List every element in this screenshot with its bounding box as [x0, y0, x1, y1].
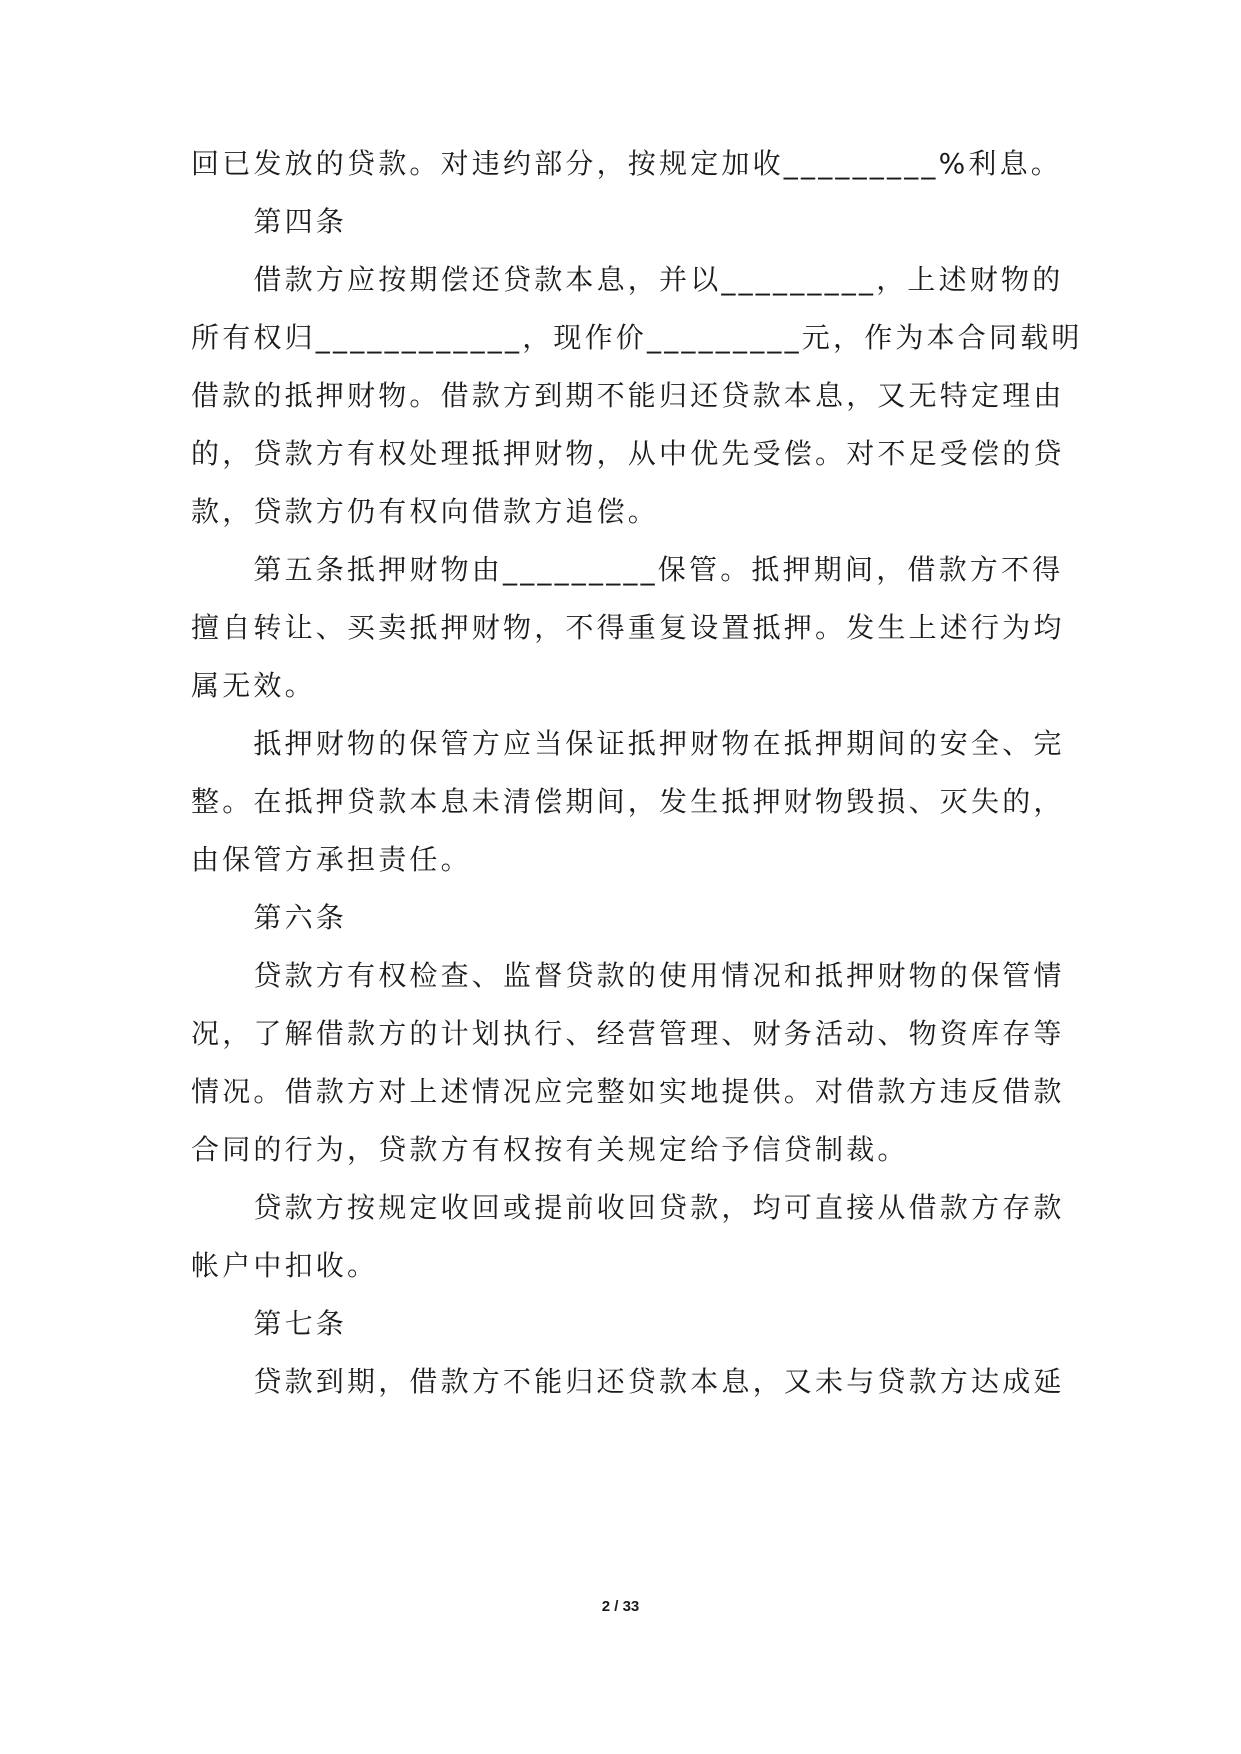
text-line: 的，贷款方有权处理抵押财物，从中优先受偿。对不足受偿的贷 — [191, 437, 1065, 470]
text-line: 合同的行为，贷款方有权按有关规定给予信贷制裁。 — [191, 1133, 909, 1166]
text-line: 贷款到期，借款方不能归还贷款本息，又未与贷款方达成延 — [191, 1365, 1065, 1398]
text-line: 回已发放的贷款。对违约部分，按规定加收_________%利息。 — [191, 147, 1063, 180]
text-line: 属无效。 — [191, 669, 316, 702]
text-line: 贷款方有权检查、监督贷款的使用情况和抵押财物的保管情 — [191, 959, 1065, 992]
text-line: 况，了解借款方的计划执行、经营管理、财务活动、物资库存等 — [191, 1017, 1065, 1050]
section-heading: 第四条 — [191, 205, 348, 238]
text-line: 贷款方按规定收回或提前收回贷款，均可直接从借款方存款 — [191, 1191, 1065, 1224]
text-line: 由保管方承担责任。 — [191, 843, 472, 876]
section-heading: 第七条 — [191, 1307, 348, 1340]
text-line: 借款的抵押财物。借款方到期不能归还贷款本息，又无特定理由 — [191, 379, 1065, 412]
text-line: 帐户中扣收。 — [191, 1249, 379, 1282]
text-line: 擅自转让、买卖抵押财物，不得重复设置抵押。发生上述行为均 — [191, 611, 1065, 644]
text-line: 所有权归____________，现作价_________元，作为本合同载明 — [191, 321, 1083, 354]
text-line: 情况。借款方对上述情况应完整如实地提供。对借款方违反借款 — [191, 1075, 1065, 1108]
text-line: 借款方应按期偿还贷款本息，并以_________，上述财物的 — [191, 263, 1064, 296]
text-line: 款，贷款方仍有权向借款方追偿。 — [191, 495, 660, 528]
section-heading: 第六条 — [191, 901, 348, 934]
page-number: 2 / 33 — [601, 1598, 640, 1615]
text-line: 整。在抵押贷款本息未清偿期间，发生抵押财物毁损、灭失的， — [191, 785, 1065, 818]
text-line: 抵押财物的保管方应当保证抵押财物在抵押期间的安全、完 — [191, 727, 1065, 760]
text-line: 第五条抵押财物由_________保管。抵押期间，借款方不得 — [191, 553, 1064, 586]
